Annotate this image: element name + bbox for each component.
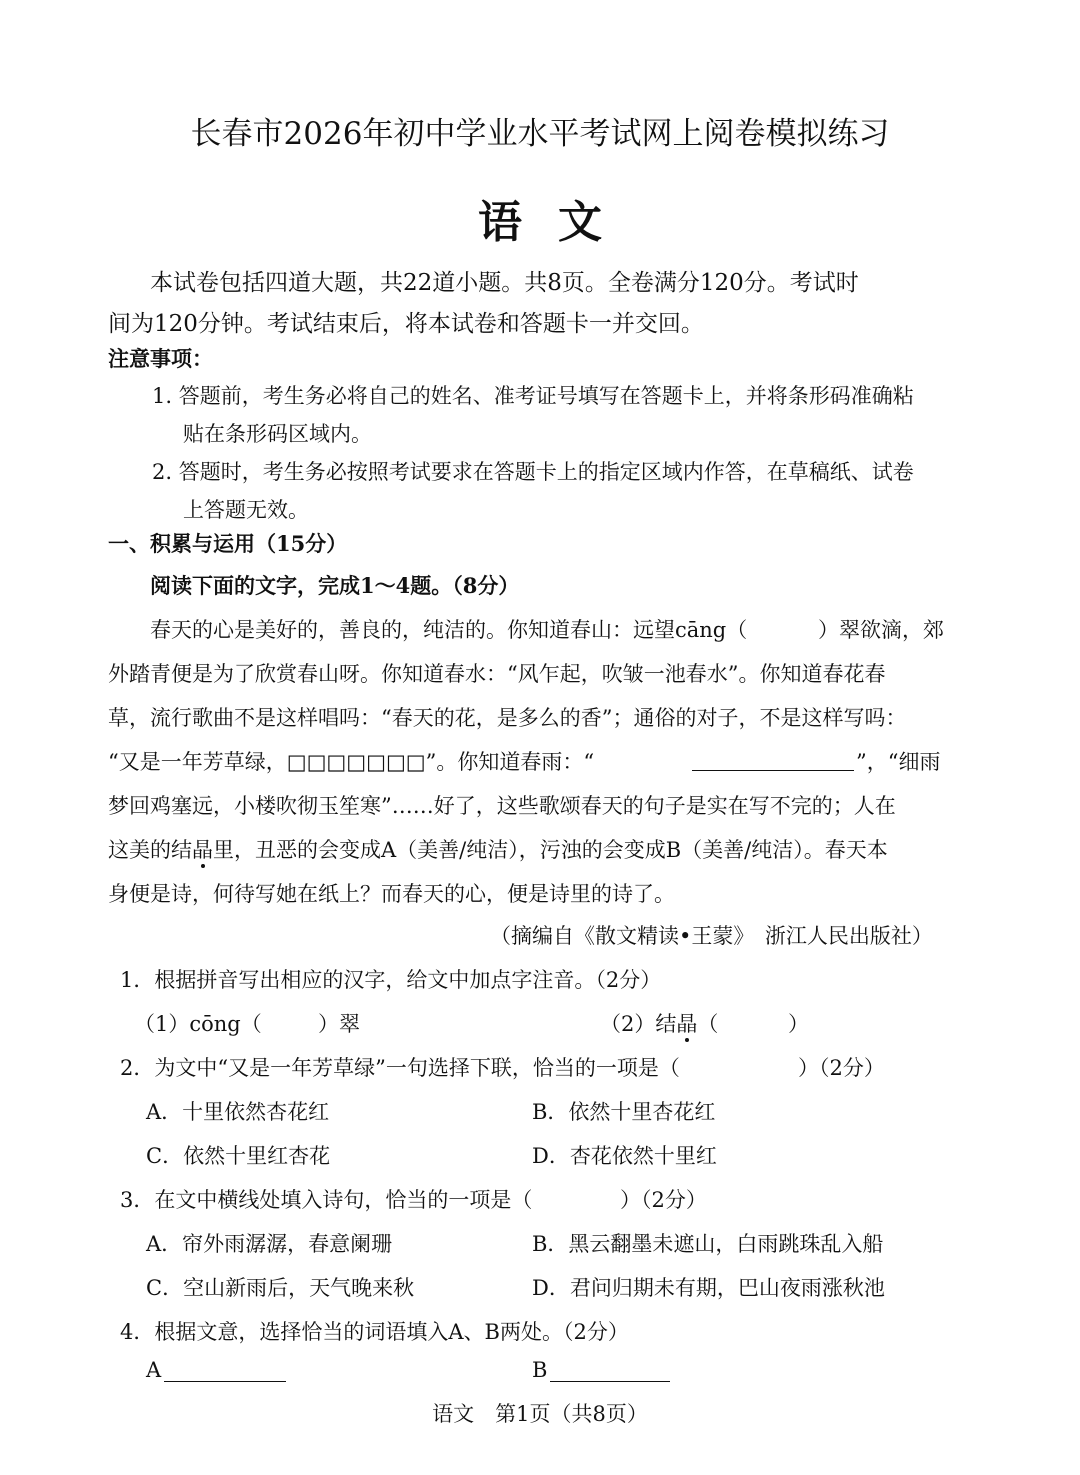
question-2-option-d[interactable]: D．杏花依然十里红 bbox=[532, 1144, 717, 1168]
question-2-stem-a: 2．为文中“又是一年芳草绿”一句选择下联，恰当的一项是（ bbox=[120, 1056, 680, 1080]
page-footer: 语文 第1页（共8页） bbox=[432, 1402, 648, 1426]
answer-a-label: A bbox=[146, 1358, 162, 1382]
passage-line-4-a: “又是一年芳草绿，□□□□□□□”。你知道春雨：“ bbox=[108, 750, 595, 774]
question-2-option-a[interactable]: A．十里依然杏花红 bbox=[146, 1100, 330, 1124]
question-3-stem-b: ）（2分） bbox=[620, 1188, 707, 1212]
question-3-option-b[interactable]: B．黑云翻墨未遮山，白雨跳珠乱入船 bbox=[532, 1232, 884, 1256]
passage-line-3: 草，流行歌曲不是这样唱吗：“春天的花，是多么的香”；通俗的对子，不是这样写吗： bbox=[108, 706, 907, 730]
notes-heading: 注意事项： bbox=[108, 346, 213, 371]
exam-title: 长春市2026年初中学业水平考试网上阅卷模拟练习 bbox=[190, 116, 890, 152]
passage-line-6-b: 里，丑恶的会变成A（美善/纯洁），污浊的会变成B（美善/纯洁）。春天本 bbox=[213, 838, 888, 862]
question-2-option-c[interactable]: C．依然十里红杏花 bbox=[146, 1144, 331, 1168]
question-1-part-2-open: （ bbox=[697, 1012, 719, 1036]
question-3-option-c[interactable]: C．空山新雨后，天气晚来秋 bbox=[146, 1276, 415, 1300]
intro-line-2: 间为120分钟。考试结束后，将本试卷和答题卡一并交回。 bbox=[108, 311, 704, 337]
note-1-line-2: 贴在条形码区域内。 bbox=[183, 422, 372, 446]
answer-b-label: B bbox=[532, 1358, 548, 1382]
dotted-char: 晶 bbox=[192, 838, 213, 862]
question-1-part-1-b: ）翠 bbox=[318, 1012, 360, 1036]
question-2-option-b[interactable]: B．依然十里杏花红 bbox=[532, 1100, 716, 1124]
subject-title: 语文 bbox=[478, 197, 638, 248]
note-2-line-1: 2. 答题时，考生务必按照考试要求在答题卡上的指定区域内作答，在草稿纸、试卷 bbox=[152, 460, 914, 484]
question-1-part-2-text: （2）结 bbox=[600, 1012, 677, 1036]
note-1-line-1: 1. 答题前，考生务必将自己的姓名、准考证号填写在答题卡上，并将条形码准确粘 bbox=[152, 384, 914, 408]
question-3-stem-a: 3．在文中横线处填入诗句，恰当的一项是（ bbox=[120, 1188, 533, 1212]
answer-b-blank[interactable] bbox=[550, 1381, 670, 1382]
passage-line-1-a: 春天的心是美好的，善良的，纯洁的。你知道春山：远望cāng（ bbox=[150, 618, 748, 642]
dotted-char-q1: 晶 bbox=[676, 1012, 698, 1036]
question-1-part-2-a bbox=[600, 1008, 718, 1038]
question-1-part-1-a: （1）cōng（ bbox=[134, 1012, 262, 1036]
answer-a-blank[interactable] bbox=[164, 1381, 286, 1382]
passage-line-5: 梦回鸡塞远，小楼吹彻玉笙寒”……好了，这些歌颂春天的句子是实在写不完的；人在 bbox=[108, 794, 896, 818]
section-1-heading: 一、积累与运用（15分） bbox=[108, 531, 348, 556]
passage-line-4-b: ”，“细雨 bbox=[856, 750, 941, 774]
passage-line-1-b: ）翠欲滴，郊 bbox=[818, 618, 944, 642]
intro-line-1: 本试卷包括四道大题，共22道小题。共8页。全卷满分120分。考试时 bbox=[150, 270, 859, 296]
question-2-stem-b: ）（2分） bbox=[798, 1056, 885, 1080]
question-3-option-a[interactable]: A．帘外雨潺潺，春意阑珊 bbox=[146, 1232, 393, 1256]
section-1-instruction: 阅读下面的文字，完成1～4题。（8分） bbox=[150, 573, 520, 598]
passage-line-6 bbox=[108, 834, 888, 864]
poem-blank-line bbox=[692, 770, 854, 771]
question-3-option-d[interactable]: D．君问归期未有期，巴山夜雨涨秋池 bbox=[532, 1276, 885, 1300]
passage-source: （摘编自《散文精读•王蒙》 浙江人民出版社） bbox=[490, 924, 933, 948]
note-2-line-2: 上答题无效。 bbox=[183, 498, 309, 522]
question-4-stem: 4．根据文意，选择恰当的词语填入A、B两处。（2分） bbox=[120, 1320, 629, 1344]
question-1-stem: 1．根据拼音写出相应的汉字，给文中加点字注音。（2分） bbox=[120, 968, 662, 992]
question-1-part-2-close: ） bbox=[788, 1012, 809, 1036]
passage-line-6-a: 这美的结 bbox=[108, 838, 192, 862]
passage-line-7: 身便是诗，何待写她在纸上？而春天的心，便是诗里的诗了。 bbox=[108, 882, 675, 906]
passage-line-2: 外踏青便是为了欣赏春山呀。你知道春水：“风乍起，吹皱一池春水”。你知道春花春 bbox=[108, 662, 886, 686]
